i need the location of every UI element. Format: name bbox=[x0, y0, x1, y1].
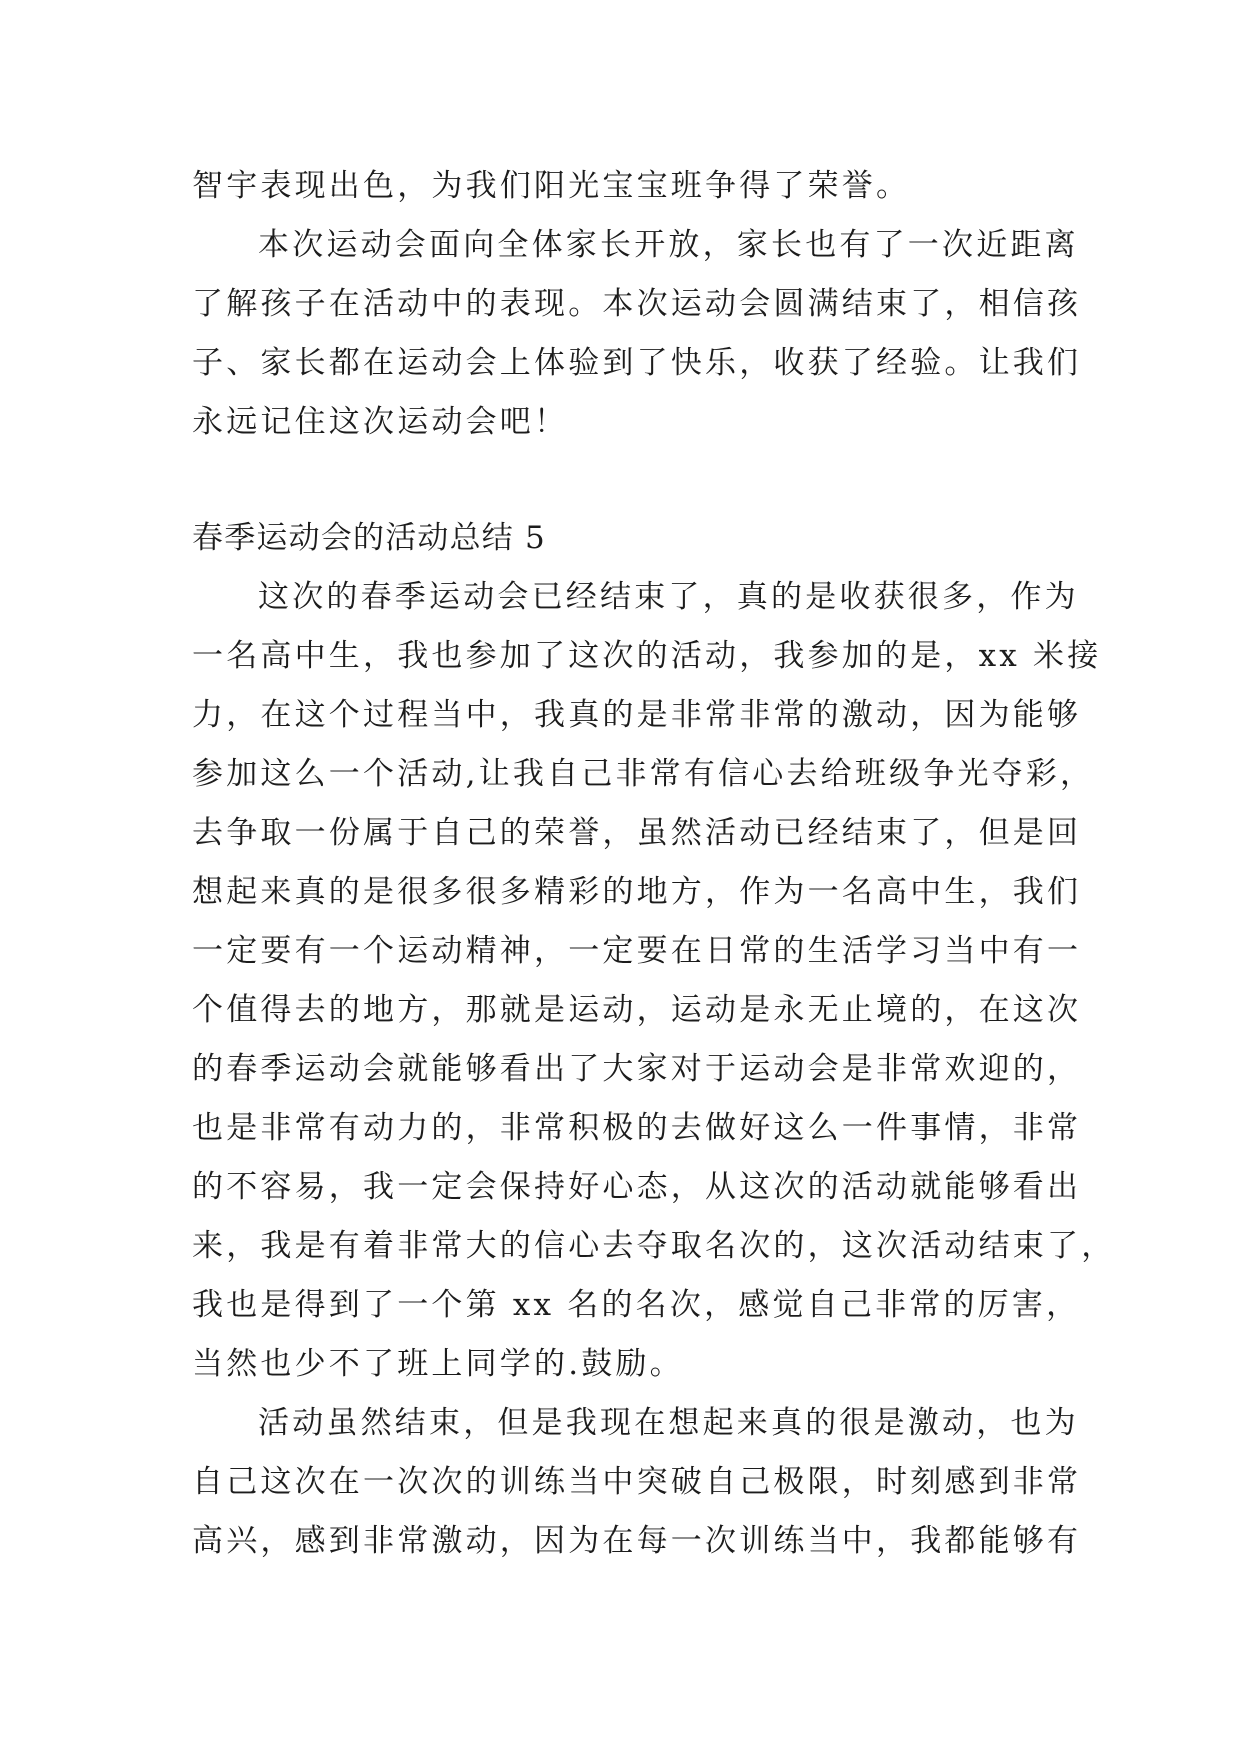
text-line: 智宇表现出色，为我们阳光宝宝班争得了荣誉。 bbox=[192, 168, 911, 204]
text-line: 高兴，感到非常激动，因为在每一次训练当中，我都能够有 bbox=[192, 1523, 1082, 1559]
section-heading: 春季运动会的活动总结 5 bbox=[192, 520, 546, 556]
text-line: 想起来真的是很多很多精彩的地方，作为一名高中生，我们 bbox=[192, 874, 1082, 910]
text-line: 当然也少不了班上同学的.鼓励。 bbox=[192, 1346, 684, 1382]
text-line: 我也是得到了一个第 xx 名的名次，感觉自己非常的厉害， bbox=[192, 1287, 1081, 1323]
text-line: 一定要有一个运动精神，一定要在日常的生活学习当中有一 bbox=[192, 933, 1082, 969]
paragraph-first-line: 本次运动会面向全体家长开放，家长也有了一次近距离 bbox=[258, 227, 1079, 263]
text-line: 力，在这个过程当中，我真的是非常非常的激动，因为能够 bbox=[192, 697, 1082, 733]
text-line: 永远记住这次运动会吧！ bbox=[192, 404, 569, 440]
text-line: 一名高中生，我也参加了这次的活动，我参加的是，xx 米接 bbox=[192, 638, 1102, 674]
text-line: 子、家长都在运动会上体验到了快乐，收获了经验。让我们 bbox=[192, 345, 1082, 381]
text-line: 也是非常有动力的，非常积极的去做好这么一件事情，非常 bbox=[192, 1110, 1082, 1146]
text-line: 来，我是有着非常大的信心去夺取名次的，这次活动结束了， bbox=[192, 1228, 1116, 1264]
text-line: 的春季运动会就能够看出了大家对于运动会是非常欢迎的， bbox=[192, 1051, 1082, 1087]
text-line: 去争取一份属于自己的荣誉，虽然活动已经结束了，但是回 bbox=[192, 815, 1082, 851]
text-line: 个值得去的地方，那就是运动，运动是永无止境的，在这次 bbox=[192, 992, 1082, 1028]
text-line: 的不容易，我一定会保持好心态，从这次的活动就能够看出 bbox=[192, 1169, 1082, 1205]
text-line: 参加这么一个活动,让我自己非常有信心去给班级争光夺彩， bbox=[192, 756, 1095, 792]
text-line: 自己这次在一次次的训练当中突破自己极限，时刻感到非常 bbox=[192, 1464, 1082, 1500]
paragraph-first-line: 这次的春季运动会已经结束了，真的是收获很多，作为 bbox=[258, 579, 1079, 615]
text-line: 了解孩子在活动中的表现。本次运动会圆满结束了，相信孩 bbox=[192, 286, 1082, 322]
paragraph-first-line: 活动虽然结束，但是我现在想起来真的很是激动，也为 bbox=[258, 1405, 1079, 1441]
